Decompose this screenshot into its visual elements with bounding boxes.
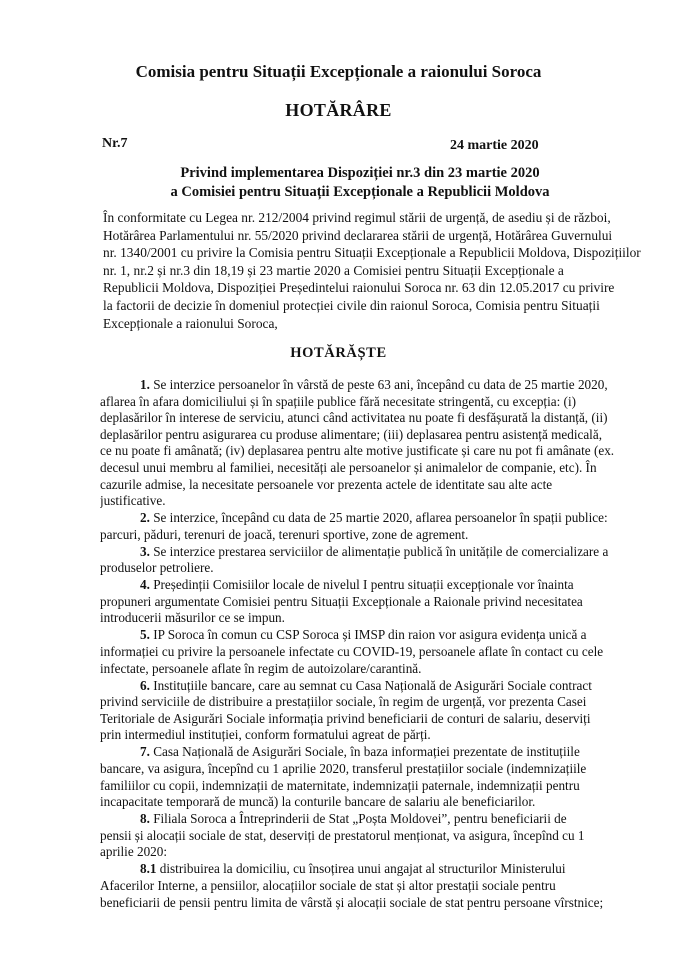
subject-line: a Comisiei pentru Situații Excepționale a Republicii Moldova bbox=[170, 184, 550, 200]
clause-line: Filiala Soroca a Întreprinderii de Stat „Poșta Moldovei”, pentru beneficiarii de bbox=[153, 811, 567, 827]
preamble-line: Republicii Moldova, Dispoziției Președintelui raionului Soroca nr. 63 din 12.05.2017 cu privire bbox=[103, 280, 615, 296]
clause-line: infectate, persoanele aflate în regim de autoizolare/carantină. bbox=[100, 660, 422, 676]
clause-6 bbox=[100, 678, 670, 744]
clause-number: 8.1 bbox=[140, 861, 157, 877]
clause-line: privind serviciile de distribuire a prestațiilor sociale, în regim de urgență, vor prezenta Casei bbox=[100, 694, 587, 710]
clause-line: distribuirea la domiciliu, cu însoțirea unui angajat al structurilor Ministerului bbox=[159, 861, 566, 877]
subject-line: Privind implementarea Dispoziției nr.3 din 23 martie 2020 bbox=[180, 165, 540, 181]
preamble-line: la factorii de decizie în domeniul protecției civile din raionul Soroca, Comisia pentru Situații bbox=[103, 297, 600, 313]
clause-line: bancare, va asigura, începînd cu 1 aprilie 2020, transferul prestațiilor sociale (indemnizațiile bbox=[100, 761, 587, 776]
clause-5 bbox=[100, 627, 670, 677]
preamble-line: Excepționale a raionului Soroca, bbox=[103, 315, 278, 331]
clause-line: Afacerilor Interne, a pensiilor, alocațiilor sociale de stat și altor prestații sociale pentru bbox=[100, 877, 556, 893]
clause-2 bbox=[100, 510, 670, 543]
clause-line: pensii și alocații sociale de stat, deserviți de prestatorul menționat, va asigura, începînd cu 1 bbox=[100, 827, 585, 843]
clause-line: Se interzice persoanelor în vârstă de peste 63 ani, începând cu data de 25 martie 2020, bbox=[153, 377, 608, 392]
clause-line: cazurile admise, la necesitate persoanele vor prezenta actele de identitate sau alte acte bbox=[100, 476, 553, 492]
clause-line: deplasărilor pentru asigurarea cu produse alimentare; (iii) deplasarea pentru asistență medicală, bbox=[100, 426, 603, 442]
clause-3 bbox=[100, 544, 670, 577]
document-date: 24 martie 2020 bbox=[450, 138, 539, 153]
clause-line: Casa Națională de Asigurări Sociale, în baza informației prezentate de instituțiile bbox=[153, 744, 580, 760]
clause-line: incapacitate temporară de muncă) la conturile bancare de salariu ale beneficiarilor. bbox=[100, 794, 536, 810]
preamble-line: În conformitate cu Legea nr. 212/2004 privind regimul stării de urgență, de asediu și de război, bbox=[103, 210, 611, 225]
clause-line: beneficiarii de pensii pentru limita de vârstă și alocații sociale de stat pentru persoane vîrstnice; bbox=[100, 894, 604, 910]
preamble-line: nr. 1, nr.2 și nr.3 din 18,19 și 23 martie 2020 a Comisiei pentru Situații Excepționale a bbox=[103, 262, 564, 278]
clause-line: aflarea în afara domiciliului și în spațiile publice fără necesitate stringentă, cu excepția: (i) bbox=[100, 393, 577, 409]
document-subject bbox=[100, 164, 620, 202]
clause-1 bbox=[100, 377, 670, 510]
clause-line: aprilie 2020: bbox=[100, 844, 168, 860]
clause-line: informației cu privire la persoanele infectate cu COVID-19, persoanele aflate în contact cu cele bbox=[100, 644, 604, 660]
document-number: Nr.7 bbox=[102, 136, 128, 151]
document-type-heading: HOTĂRÂRE bbox=[285, 100, 392, 120]
clause-4 bbox=[100, 577, 670, 627]
clause-line: familiilor cu copii, indemnizații de maternitate, indemnizații paternale, indemnizații pentru bbox=[100, 777, 580, 793]
clauses-list bbox=[100, 377, 670, 912]
clause-line: produselor petroliere. bbox=[100, 560, 214, 576]
clause-number: 3. bbox=[140, 543, 150, 559]
clause-8 bbox=[100, 811, 670, 861]
clause-number: 4. bbox=[140, 577, 150, 593]
clause-line: Se interzice, începând cu data de 25 martie 2020, aflarea persoanelor în spații publice: bbox=[153, 510, 608, 526]
clause-line: ce nu poate fi amânată; (iv) deplasarea pentru alte motive justificate și care nu pot fi amânate (ex. bbox=[100, 443, 615, 459]
clause-line: parcuri, păduri, terenuri de joacă, terenuri sportive, zone de agrement. bbox=[100, 526, 469, 542]
clause-line: introducerii măsurilor ce se impun. bbox=[100, 610, 285, 626]
clause-7 bbox=[100, 744, 670, 810]
institution-title: Comisia pentru Situații Excepționale a raionului Soroca bbox=[135, 62, 542, 81]
clause-line: Se interzice prestarea serviciilor de alimentație publică în unitățile de comercializare a bbox=[153, 543, 609, 559]
clause-line: justificative. bbox=[100, 493, 166, 509]
clause-8-1 bbox=[100, 861, 670, 911]
clause-line: Președinții Comisiilor locale de nivelul I pentru situații excepționale vor înainta bbox=[153, 577, 574, 593]
clause-line: propuneri argumentate Comisiei pentru Situații Excepționale a Raionale privind necesitatea bbox=[100, 593, 583, 609]
clause-line: deplasărilor în interese de serviciu, atunci când activitatea nu poate fi desfășurată la distanță, (ii) bbox=[100, 410, 608, 426]
clause-number: 7. bbox=[140, 744, 150, 760]
preamble bbox=[103, 209, 669, 332]
preamble-line: Hotărârea Parlamentului nr. 55/2020 privind declararea stării de urgență, Hotărârea Guvernului bbox=[103, 227, 613, 243]
clause-line: Teritoriale de Asigurări Sociale informația privind beneficiarii de conturi de salariu, deserviți bbox=[100, 710, 591, 726]
preamble-line: nr. 1340/2001 cu privire la Comisia pentru Situații Excepționale a Republicii Moldova, Dispozițiilor bbox=[103, 245, 641, 261]
decision-heading: HOTĂRĂȘTE bbox=[290, 345, 387, 361]
clause-line: decesul unui membru al familiei, necesități ale persoanelor și animalelor de companie, etc). În bbox=[100, 459, 597, 475]
clause-number: 8. bbox=[140, 811, 150, 827]
clause-number: 1. bbox=[140, 377, 150, 392]
clause-number: 5. bbox=[140, 627, 150, 643]
clause-line: prin intermediul instituției, conform formatului agreat de părți. bbox=[100, 727, 431, 743]
clause-number: 6. bbox=[140, 677, 150, 693]
clause-number: 2. bbox=[140, 510, 150, 526]
clause-line: IP Soroca în comun cu CSP Soroca și IMSP din raion vor asigura evidența unică a bbox=[153, 627, 587, 643]
clause-line: Instituțiile bancare, care au semnat cu Casa Națională de Asigurări Sociale contract bbox=[153, 677, 592, 693]
